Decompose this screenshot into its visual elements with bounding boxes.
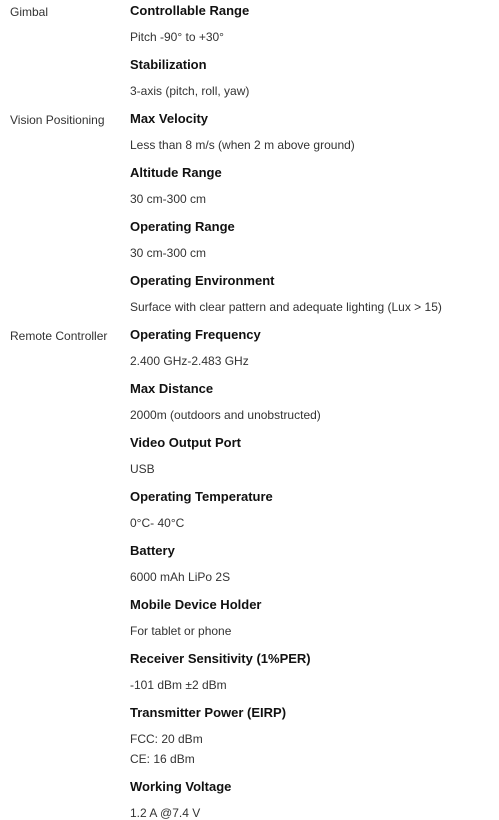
spec-label: Operating Range [130,219,235,234]
spec-value: Less than 8 m/s (when 2 m above ground) [130,138,355,152]
spec-label: Operating Frequency [130,327,261,342]
spec-label: Max Velocity [130,111,209,126]
spec-value: 2.400 GHz-2.483 GHz [130,354,249,368]
spec-value: 0°C- 40°C [130,516,185,530]
spec-value: For tablet or phone [130,624,232,638]
spec-value: 1.2 A @7.4 V [130,806,201,820]
spec-label: Max Distance [130,381,214,396]
spec-label: Transmitter Power (EIRP) [130,705,287,720]
spec-value: 30 cm-300 cm [130,246,207,260]
spec-label: Altitude Range [130,165,222,180]
spec-value: 3-axis (pitch, roll, yaw) [130,84,250,98]
spec-value: 2000m (outdoors and unobstructed) [130,408,321,422]
category-label: Vision Positioning [10,113,105,127]
spec-value: Pitch -90° to +30° [130,30,224,44]
spec-label: Video Output Port [130,435,241,450]
spec-label: Stabilization [130,57,207,72]
spec-label: Operating Temperature [130,489,273,504]
spec-value: Surface with clear pattern and adequate lighting (Lux > 15) [130,300,442,314]
spec-value: 6000 mAh LiPo 2S [130,570,231,584]
spec-label: Mobile Device Holder [130,597,262,612]
spec-label: Working Voltage [130,779,232,794]
spec-value: -101 dBm ±2 dBm [130,678,227,692]
spec-label: Controllable Range [130,3,250,18]
spec-value: CE: 16 dBm [130,752,195,766]
category-label: Gimbal [10,5,49,19]
category-label: Remote Controller [10,329,108,343]
spec-value: FCC: 20 dBm [130,732,203,746]
spec-value: USB [130,462,155,476]
spec-label: Receiver Sensitivity (1%PER) [130,651,311,666]
spec-label: Operating Environment [130,273,275,288]
spec-value: 30 cm-300 cm [130,192,207,206]
spec-label: Battery [130,543,175,558]
